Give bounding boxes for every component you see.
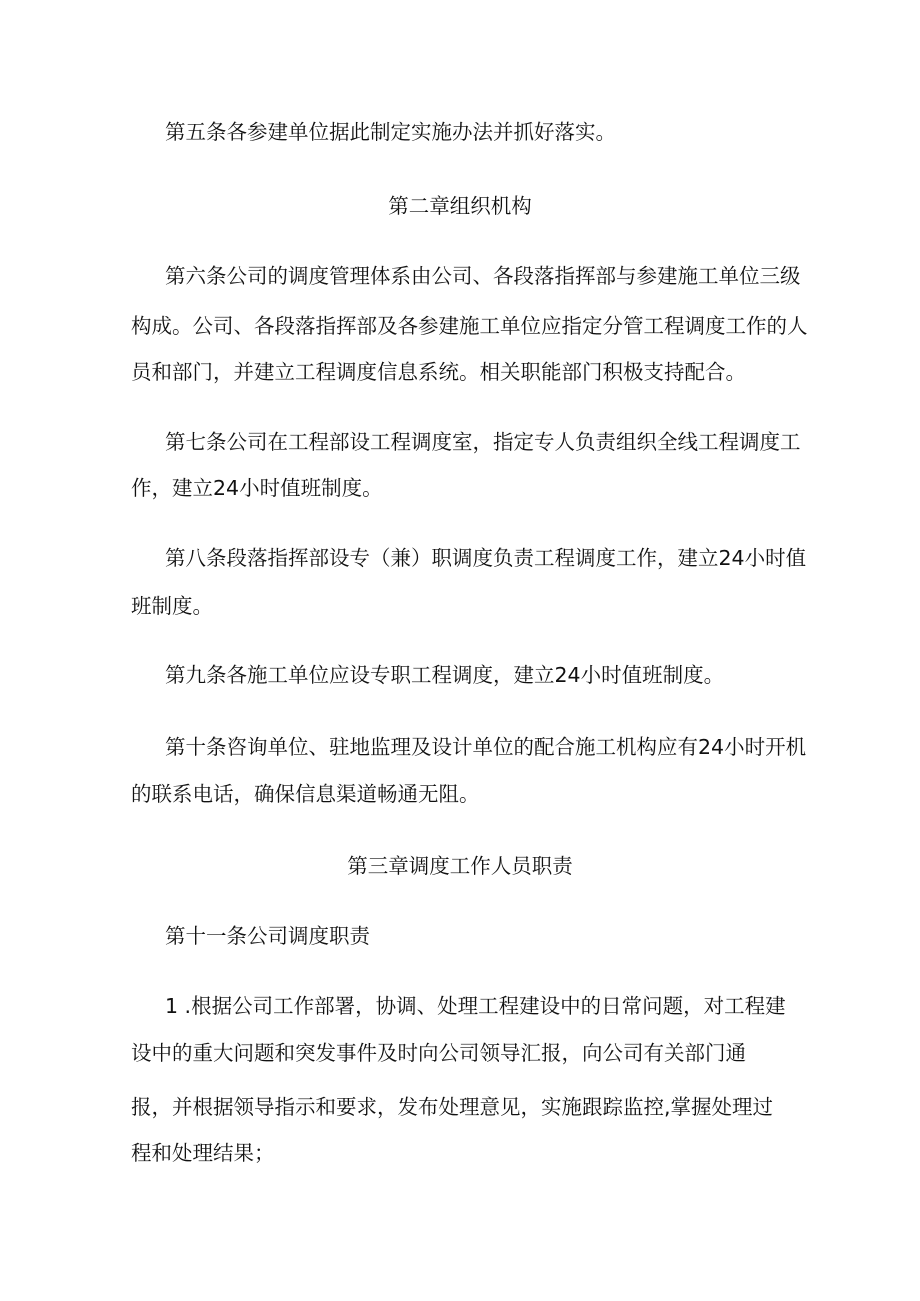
item-1-line-1: 1 .根据公司工作部署，协调、处理工程建设中的日常问题，对工程建 (165, 994, 786, 1018)
article-8-line-1: 第八条段落指挥部设专（兼）职调度负责工程调度工作，建立24小时值 (165, 546, 807, 570)
chapter-3-heading: 第三章调度工作人员职责 (347, 854, 573, 878)
article-8-line-2: 班制度。 (131, 594, 213, 618)
article-9-text: 第九条各施工单位应设专职工程调度，建立24小时值班制度。 (165, 663, 725, 687)
article-6-line-3: 员和部门，并建立工程调度信息系统。相关职能部门积极支持配合。 (131, 360, 746, 384)
article-10-line-2: 的联系电话，确保信息渠道畅通无阻。 (131, 782, 480, 806)
item-1-line-4: 程和处理结果； (131, 1141, 275, 1165)
article-6-line-1: 第六条公司的调度管理体系由公司、各段落指挥部与参建施工单位三级 (165, 264, 801, 288)
article-11-text: 第十一条公司调度职责 (165, 924, 370, 948)
article-7-line-1: 第七条公司在工程部设工程调度室，指定专人负责组织全线工程调度工 (165, 430, 801, 454)
article-5-text: 第五条各参建单位据此制定实施办法并抓好落实。 (165, 120, 616, 144)
item-1-line-2: 设中的重大问题和突发事件及时向公司领导汇报，向公司有关部门通 (131, 1041, 746, 1065)
chapter-2-heading: 第二章组织机构 (388, 194, 532, 218)
article-6-line-2: 构成。公司、各段落指挥部及各参建施工单位应指定分管工程调度工作的人 (131, 314, 808, 338)
article-7-line-2: 作，建立24小时值班制度。 (131, 476, 383, 500)
item-1-line-3: 报，并根据领导指示和要求，发布处理意见，实施跟踪监控,掌握处理过 (131, 1095, 774, 1119)
article-10-line-1: 第十条咨询单位、驻地监理及设计单位的配合施工机构应有24小时开机 (165, 735, 807, 759)
